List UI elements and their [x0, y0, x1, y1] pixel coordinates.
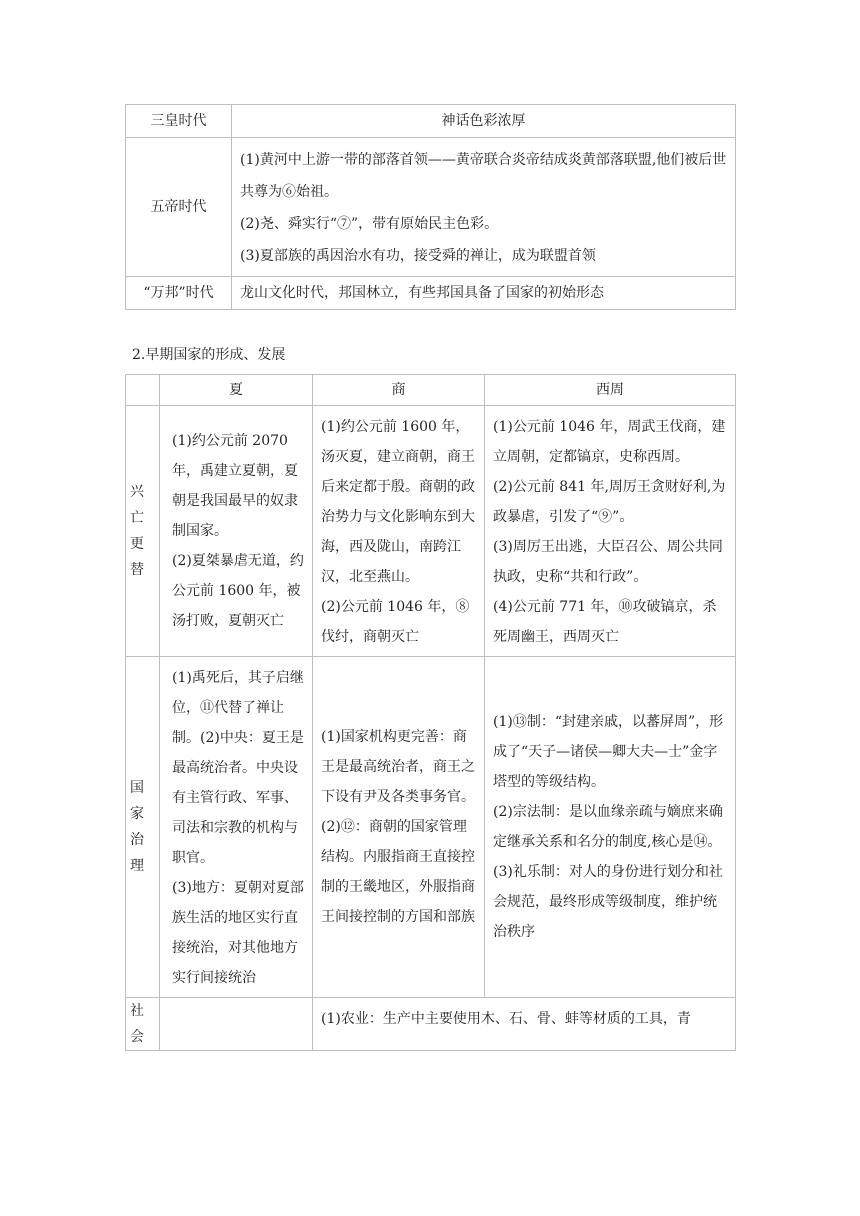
era-description: [232, 138, 736, 277]
paragraph: (1)禹死后，其子启继位，⑪代替了禅让制。(2)中央：夏王是最高统治者。中央设有主管行政、军事、司法和宗教的机构与职官。: [172, 670, 304, 866]
paragraph: (3)礼乐制：对人的身份进行划分和社会规范，最终形成等级制度，维护统治秩序: [493, 864, 723, 940]
paragraph: (2)尧、舜实行“⑦”，带有原始民主色彩。: [240, 216, 499, 232]
early-states-table: [125, 374, 736, 1051]
header-cell: 西周: [485, 375, 736, 406]
era-label: 三皇时代: [126, 105, 232, 138]
paragraph: (1)⑬制：“封建亲戚，以蕃屏周”，形成了“天子—诸侯—卿大夫—士”金字塔型的等级结构。: [493, 714, 724, 790]
shang-cell: [313, 657, 485, 998]
era-label: “万邦”时代: [126, 277, 232, 310]
shang-zhou-cell: (1)农业：生产中主要使用木、石、骨、蚌等材质的工具，青: [313, 998, 736, 1051]
era-description: 龙山文化时代，邦国林立，有些邦国具备了国家的初始形态: [232, 277, 736, 310]
paragraph: (3)夏部族的禹因治水有功，接受舜的禅让，成为联盟首领: [240, 248, 596, 264]
paragraph: (2)夏桀暴虐无道，约公元前 1600 年，被汤打败，夏朝灭亡: [172, 553, 304, 629]
table-row: [126, 657, 736, 998]
paragraph: (2)公元前 1046 年，⑧伐纣，商朝灭亡: [321, 599, 470, 645]
header-cell: 夏: [160, 375, 313, 406]
paragraph: (1)公元前 1046 年，周武王伐商，建立周朝，定都镐京，史称西周。: [493, 419, 726, 465]
paragraph: (2)⑫：商朝的国家管理结构。内服指商王直接控制的王畿地区，外服指商王间接控制的方国和部族: [321, 819, 475, 925]
paragraph: (2)公元前 841 年,周厉王贪财好利,为政暴虐，引发了“⑨”。: [493, 479, 726, 525]
paragraph: (1)约公元前 1600 年，汤灭夏，建立商朝，商王后来定都于殷。商朝的政治势力与文化影响东到大海，西及陇山，南跨江汉，北至燕山。: [321, 419, 475, 585]
paragraph: (3)地方：夏朝对夏部族生活的地区实行直接统治，对其他地方实行间接统治: [172, 880, 304, 986]
era-label: 五帝时代: [126, 138, 232, 277]
era-description: 神话色彩浓厚: [232, 105, 736, 138]
table-row: [126, 998, 736, 1051]
row-label: 国家治理: [126, 657, 160, 998]
header-cell: [126, 375, 160, 406]
paragraph: (1)约公元前 2070 年，禹建立夏朝，夏朝是我国最早的奴隶制国家。: [172, 433, 298, 539]
section-heading: 2.早期国家的形成、发展: [132, 347, 286, 363]
xia-cell: [160, 406, 313, 657]
header-cell: 商: [313, 375, 485, 406]
paragraph: (1)黄河中上游一带的部落首领——黄帝联合炎帝结成炎黄部落联盟,他们被后世共尊为⑥始祖。: [240, 152, 727, 200]
paragraph: (1)国家机构更完善：商王是最高统治者，商王之下设有尹及各类事务官。: [321, 729, 475, 805]
eras-table: [125, 104, 736, 310]
zhou-cell: [485, 657, 736, 998]
paragraph: (3)周厉王出逃，大臣召公、周公共同执政，史称“共和行政”。: [493, 539, 723, 585]
table-row: [126, 406, 736, 657]
paragraph: (4)公元前 771 年，⑩攻破镐京，杀死周幽王，西周灭亡: [493, 599, 717, 645]
shang-cell: [313, 406, 485, 657]
row-label: 兴亡更替: [126, 406, 160, 657]
xia-cell: [160, 998, 313, 1051]
xia-cell: [160, 657, 313, 998]
table-row: [126, 105, 736, 138]
paragraph: (2)宗法制：是以血缘亲疏与嫡庶来确定继承关系和名分的制度,核心是⑭。: [493, 804, 723, 850]
row-label: 社会: [126, 998, 160, 1051]
zhou-cell: [485, 406, 736, 657]
table-row: [126, 138, 736, 277]
table-header-row: [126, 375, 736, 406]
table-row: [126, 277, 736, 310]
